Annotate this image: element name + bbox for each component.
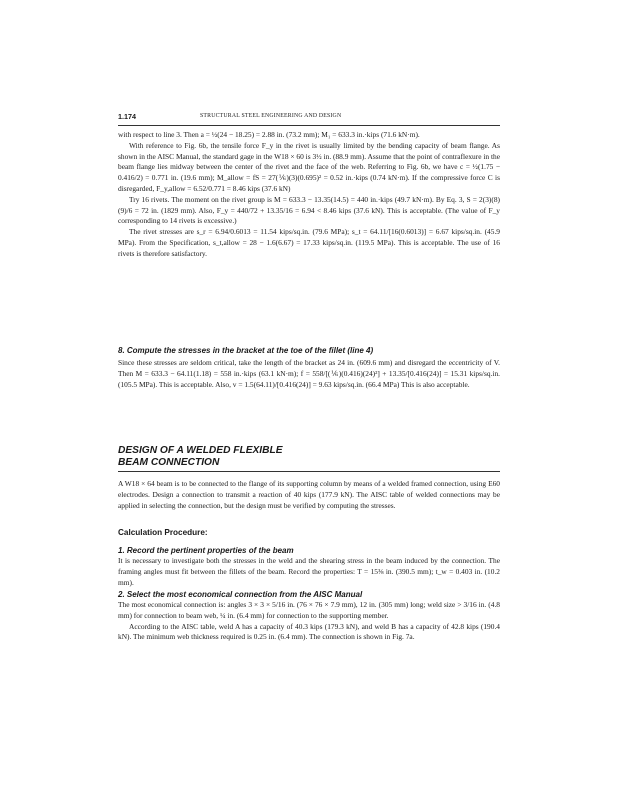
step1 [118,546,500,588]
section1-body [118,130,500,260]
step8-title: 8. Compute the stresses in the bracket at the toe of the fillet (line 4) [118,346,374,355]
running-header [118,112,500,124]
calc-heading: Calculation Procedure: [118,528,208,537]
section-title-line2: BEAM CONNECTION [118,457,220,468]
section-title-line1: DESIGN OF A WELDED FLEXIBLE [118,445,283,456]
step8 [118,346,500,390]
section2-title [118,445,500,469]
section2-intro [118,479,500,511]
header-rule [118,125,500,126]
calc-heading-block [118,528,500,538]
step2 [118,590,500,643]
step1-title: 1. Record the pertinent properties of the beam [118,546,294,555]
page-number: 1.174 [118,112,136,121]
running-title: STRUCTURAL STEEL ENGINEERING AND DESIGN [200,113,342,119]
paragraph: with respect to line 3. Then a = ½(24 − 18.25) = 2.88 in. (73.2 mm); M₁ = 633.3 in.·kips (71.6 kN·m). [118,130,420,139]
step8-text: Since these stresses are seldom critical, take the length of the bracket as 24 in. (609.6 mm) and disregard the eccentricity of V. Then M = 633.3 − 64.11(1.18) = 558 in.·kips (63.1 kN·m); f = 558/[(⅙)(0.416)(24)²] + 13.35/[0.416(24)] = 15.31 kips/sq.in. (105.5 MPa). This is acceptable. Also, v = 1.5(64.11)/[0.416(24)] = 9.63 kips/sq.in. (66.4 MPa) This is also acceptable. [118,358,500,389]
step2-text2: According to the AISC table, weld A has a capacity of 40.3 kips (179.3 kN), and weld B has a capacity of 42.8 kips (190.4 kN). The minimum web thickness required is 0.25 in. (6.4 mm). The connection is shown in Fig. 7a. [118,621,500,642]
section-rule [118,471,500,472]
step2-title: 2. Select the most economical connection from the AISC Manual [118,590,363,599]
intro-paragraph: A W18 × 64 beam is to be connected to the flange of its supporting column by means of a welded framed connection, using E60 electrodes. Design a connection to transmit a reaction of 40 kips (177.9 kN). The AISC table of welded connections may be applied in selecting the connection, but the design must be verified by computing the stresses. [118,479,500,510]
paragraph: The rivet stresses are s_r = 6.94/0.6013 = 11.54 kips/sq.in. (79.6 MPa); s_t = 64.11/[16(0.6013)] = 6.67 kips/sq.in. (45.9 MPa). From the Specification, s_t,allow = 28 − 1.6(6.67) = 17.33 kips/sq.in. (119.5 MPa). This is acceptable. The use of 16 rivets is therefore satisfactory. [118,227,500,258]
step1-text: It is necessary to investigate both the stresses in the weld and the shearing stress in the beam induced by the connection. The framing angles must fit between the fillets of the beam. Record the properties: T = 15⅜ in. (390.5 mm); t_w = 0.403 in. (10.2 mm). [118,556,500,587]
step2-body [118,600,500,643]
paragraph: With reference to Fig. 6b, the tensile force F_y in the rivet is usually limited by the bending capacity of beam flange. As shown in the AISC Manual, the standard gage in the W18 × 60 is 3½ in. (88.9 mm). Assume that the point of contraflexure in the beam flange lies midway between the center of the rivet and the face of the web. Referring to Fig. 6b, we have c = ½(1.75 − 0.416/2) = 0.771 in. (19.6 mm); M_allow = fS = 27(⅙)(3)(0.695)² = 0.52 in.·kips (0.74 kN·m). If the compressive force C is disregarded, F_y,allow = 6.52/0.771 = 8.46 kips (37.6 kN) [118,140,500,193]
paragraph: Try 16 rivets. The moment on the rivet group is M = 633.3 − 13.35(14.5) = 440 in.·kips (49.7 kN·m). By Eq. 3, S = 2(3)(8)(9)/6 = 72 in. (1829 mm). Also, F_y = 440/72 + 13.35/16 = 6.94 < 8.46 kips (37.6 kN). This is acceptable. (The value of F_y corresponding to 14 rivets is excessive.) [118,194,500,226]
step2-text: The most economical connection is: angles 3 × 3 × 5/16 in. (76 × 76 × 7.9 mm), 12 in. (305 mm) long; weld size > 3/16 in. (4.8 mm) for connection to beam web, ¼ in. (6.4 mm) for connection to the supporting member. [118,600,500,620]
